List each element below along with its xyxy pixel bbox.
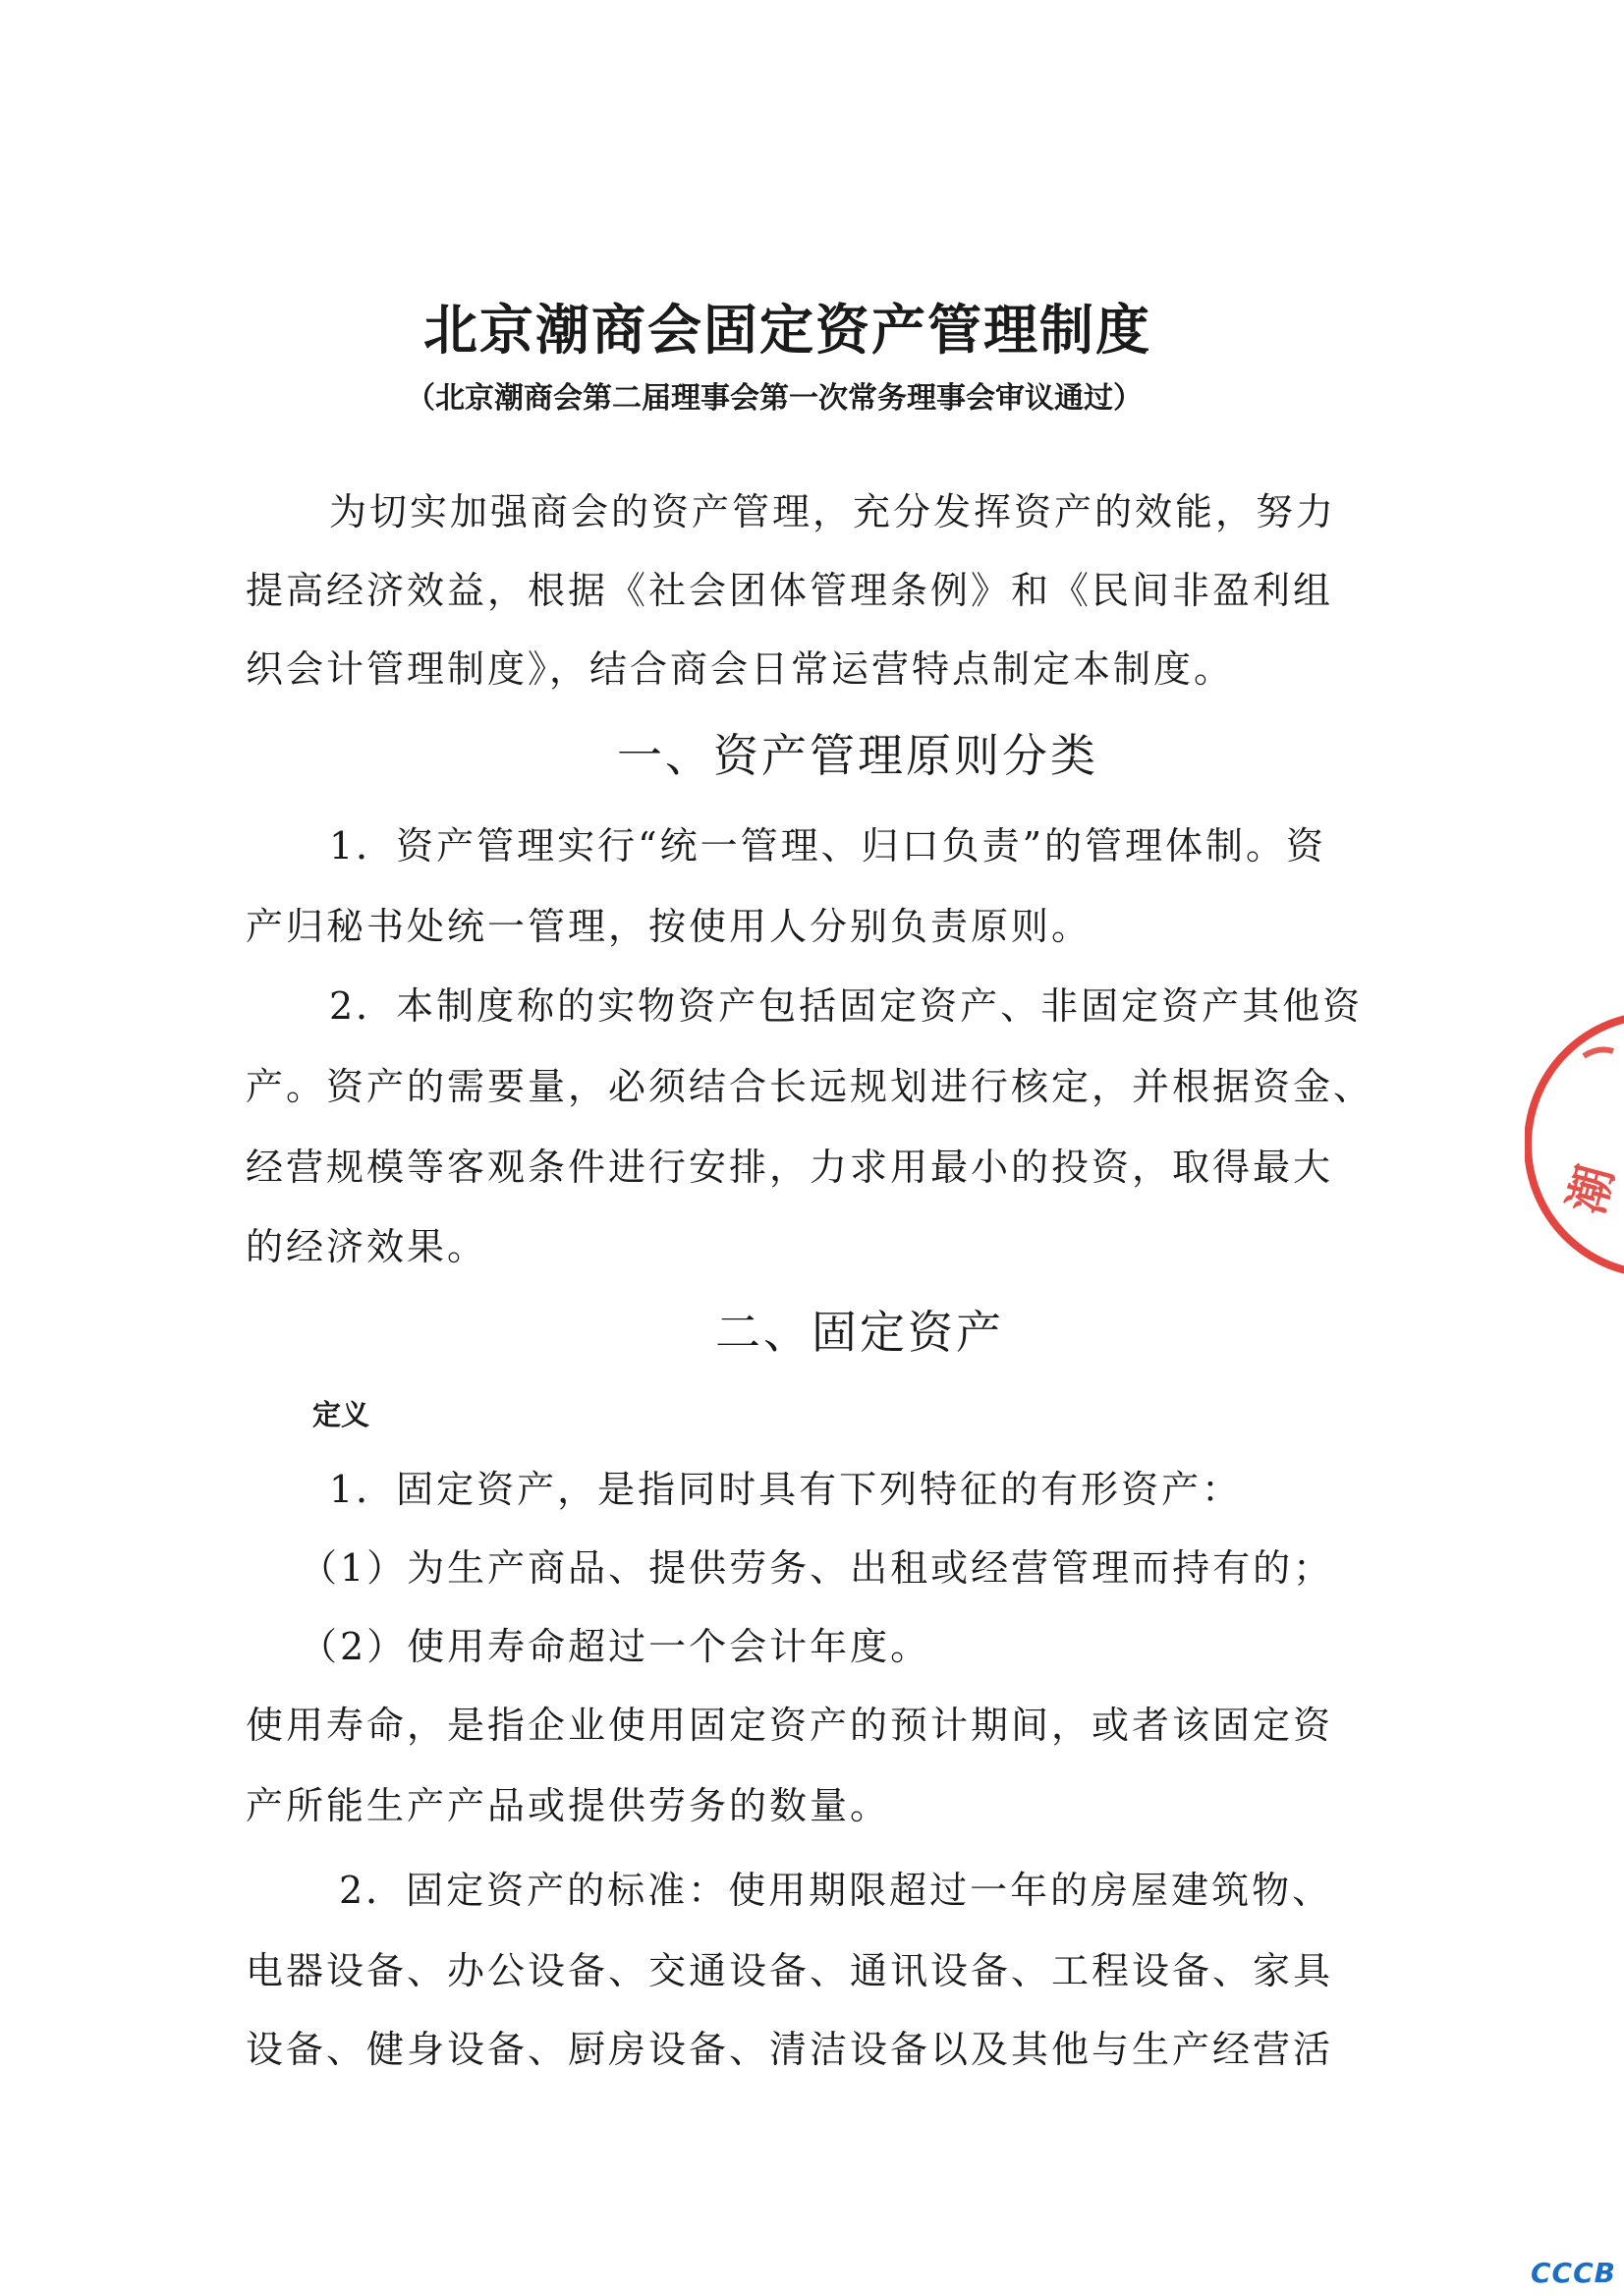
intro-line: 提高经济效益，根据《社会团体管理条例》和《民间非盈利组 [246, 569, 1334, 612]
paragraph-line: 产归秘书处统一管理，按使用人分别负责原则。 [246, 905, 1092, 948]
paragraph-line: 1．固定资产，是指同时具有下列特征的有形资产： [329, 1468, 1243, 1511]
paragraph-line: 2．本制度称的实物资产包括固定资产、非固定资产其他资 [329, 984, 1364, 1028]
paragraph-line: （2）使用寿命超过一个会计年度。 [300, 1625, 931, 1668]
intro-line: 织会计管理制度》，结合商会日常运营特点制定本制度。 [246, 647, 1235, 691]
section-heading-2: 二、固定资产 [715, 1306, 1004, 1359]
paragraph-line: 2．固定资产的标准：使用期限超过一年的房屋建筑物、 [339, 1869, 1333, 1912]
seal-character: 潮 [1558, 1159, 1624, 1220]
paragraph-line: 1．资产管理实行“统一管理、归口负责”的管理体制。资 [329, 824, 1327, 868]
red-seal-stamp [1525, 997, 1624, 1292]
paragraph-line: 电器设备、办公设备、交通设备、通讯设备、工程设备、家具 [246, 1949, 1334, 1992]
section-heading-1: 一、资产管理原则分类 [617, 729, 1098, 782]
paragraph-line: （1）为生产商品、提供劳务、出租或经营管理而持有的； [300, 1546, 1334, 1590]
paragraph-line: 产所能生产产品或提供劳务的数量。 [246, 1784, 891, 1827]
intro-line: 为切实加强商会的资产管理，充分发挥资产的效能，努力 [329, 490, 1337, 533]
document-subtitle: （北京潮商会第二届理事会第一次常务理事会审议通过） [406, 381, 1143, 416]
paragraph-line: 的经济效果。 [246, 1225, 488, 1268]
paragraph-line: 经营规模等客观条件进行安排，力求用最小的投资，取得最大 [246, 1146, 1334, 1189]
paragraph-line: 使用寿命，是指企业使用固定资产的预计期间，或者该固定资 [246, 1704, 1334, 1747]
document-title: 北京潮商会固定资产管理制度 [423, 299, 1152, 362]
cccb-logo: CCCB [1531, 2257, 1616, 2289]
paragraph-line: 设备、健身设备、厨房设备、清洁设备以及其他与生产经营活 [246, 2028, 1334, 2071]
definition-label: 定义 [312, 1398, 370, 1431]
paragraph-line: 产。资产的需要量，必须结合长远规划进行核定，并根据资金、 [246, 1065, 1374, 1108]
